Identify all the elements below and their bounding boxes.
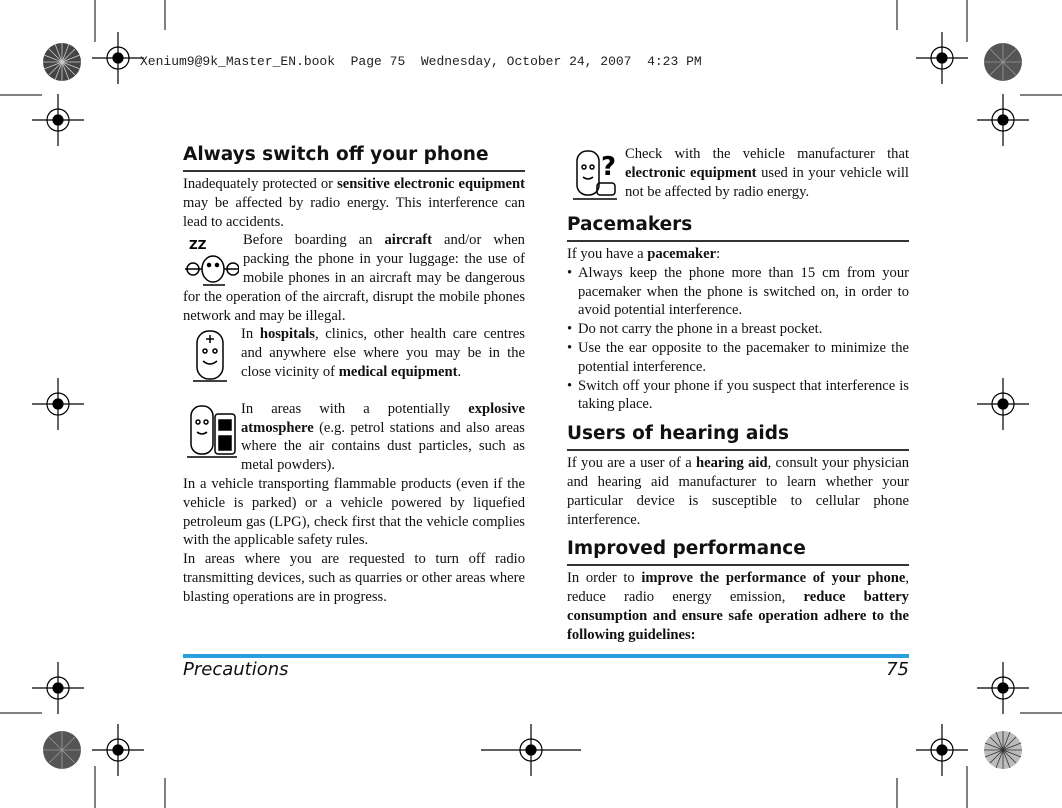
paragraph-improved: In order to improve the performance of your phone, reduce radio energy emission, reduce battery consumption and ensure safe operation adhere to the following guidelines: xyxy=(567,570,909,643)
paragraph-vehicle-check: ? Check with the vehicle manufacturer that electronic equipment used in your vehicle will not be affected by radio energy. xyxy=(567,145,909,205)
list-item: • Switch off your phone if you suspect that interference is taking place. xyxy=(567,377,909,415)
hospital-phone-icon xyxy=(183,325,239,385)
section-title-switch-off: Always switch off your phone xyxy=(183,143,525,172)
aircraft-phone-icon xyxy=(183,231,241,283)
paragraph-sensitive-equipment: Inadequately protected or sensitive electronic equipment may be affected by radio energy. This interference can lead to accidents. xyxy=(183,176,525,230)
footer-section-title: Precautions xyxy=(183,659,289,680)
question-phone-icon xyxy=(567,145,623,205)
section-title-hearing-aids: Users of hearing aids xyxy=(567,422,909,451)
svg-text:ZZ: ZZ xyxy=(189,238,207,253)
left-column xyxy=(183,143,525,607)
paragraph-explosive: In areas with a potentially explosive atmosphere (e.g. petrol stations and also areas where the air contains dust particles, such as metal powders). xyxy=(183,400,525,475)
fuel-phone-icon xyxy=(183,400,239,460)
list-item: • Use the ear opposite to the pacemaker to minimize the potential interference. xyxy=(567,339,909,377)
pacemaker-intro: If you have a pacemaker: xyxy=(567,246,721,262)
pacemaker-list xyxy=(567,264,909,414)
file-stamp: Xenium9@9k_Master_EN.book Page 75 Wednesday, October 24, 2007 4:23 PM xyxy=(140,54,702,69)
paragraph-hearing-aid: If you are a user of a hearing aid, consult your physician and hearing aid manufacturer to learn whether your particular device is susceptible to cellular phone interference. xyxy=(567,455,909,528)
section-title-pacemakers: Pacemakers xyxy=(567,213,909,242)
paragraph-hospitals: In hospitals, clinics, other health care centres and anywhere else where you may be in the close vicinity of medical equipment. xyxy=(183,325,525,399)
svg-text:?: ? xyxy=(601,152,617,182)
footer-rule xyxy=(183,654,909,658)
list-item: • Do not carry the phone in a breast pocket. xyxy=(567,320,909,339)
paragraph-vehicle-flammable: In a vehicle transporting flammable products (even if the vehicle is parked) or a vehicle powered by liquefied petroleum gas (LPG), check first that the vehicle complies with the applicable safety rules. xyxy=(183,475,525,549)
paragraph-blasting: In areas where you are requested to turn off radio transmitting devices, such as quarries or other areas where blasting operations are in progress. xyxy=(183,551,525,605)
page-number: 75 xyxy=(886,659,909,680)
list-item: • Always keep the phone more than 15 cm from your pacemaker when the phone is switched on, in order to avoid potential interference. xyxy=(567,264,909,320)
section-title-improved-performance: Improved performance xyxy=(567,537,909,566)
paragraph-aircraft: ZZ Before boarding an aircraft and/or when packing the phone in your luggage: the use of mobile phones in an aircraft may be dangerous for the operation of the aircraft, disrupt the mobile phones network and may be illegal. xyxy=(183,232,525,324)
right-column xyxy=(567,143,909,645)
